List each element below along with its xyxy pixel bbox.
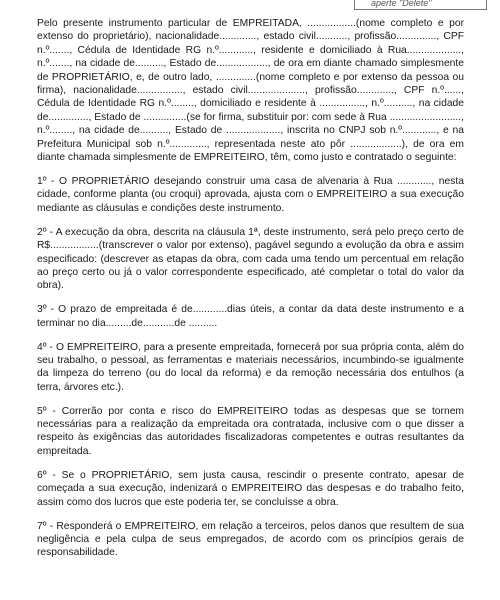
clause-1: 1º - O PROPRIETÁRIO desejando construir uma casa de alvenaria à Rua ............, nesta cidade, conforme planta (ou croqui) aprovada, ajusta com o EMPREITEIRO a sua execução mediante as cláusulas e condições deste instrumento.	[37, 175, 464, 214]
delete-hint-text: aperte "Delete"	[371, 0, 432, 8]
clause-2: 2º - A execução da obra, descrita na cláusula 1ª, deste instrumento, será pelo preço certo de R$.................(transcrever o valor por extenso), pagável segundo a evolução da obra e assim especificado: (descrever as etapas da obra, com cada uma tendo um percentual em relação ao preço certo ou já o valor correspondente especificado, até completar o total do valor da obra).	[37, 226, 464, 292]
contract-document	[37, 17, 464, 570]
clause-3: 3º - O prazo de empreitada é de............dias úteis, a contar da data deste instrumento e a terminar no dia.........de...........de ..........	[37, 304, 464, 329]
delete-hint-tooltip	[354, 0, 487, 10]
clause-7: 7º - Responderá o EMPREITEIRO, em relação a terceiros, pelos danos que resultem de sua negligência e pela culpa de seus empregados, de acordo com os princípios gerais de responsabilidade.	[37, 520, 464, 559]
clause-6: 6º - Se o PROPRIETÁRIO, sem justa causa, rescindir o presente contrato, apesar de começada a sua execução, indenizará o EMPREITEIRO das despesas e do trabalho feito, assim como dos lucros que este poderia ter, se concluísse a obra.	[37, 469, 464, 508]
contract-preamble: Pelo presente instrumento particular de EMPREITADA, .................(nome completo e por extenso do proprietário), nacionalidade............., estado civil..........., profissão.............., CPF n.º......., Cédula de Identidade RG n.º............, residente e domiciliado à Rua..................., n.º......., na cidade de.........., Estado de.................., de ora em diante chamado simplesmente de PROPRIETÁRIO, e, de outro lado, ..............(nome completo e por extenso da pessoa ou firma), nacionalidade................, estado civil...................., profissão............., CPF n.º......, Cédula de Identidade RG n.º........, domiciliado e residente à ................, n.º.........., na cidade de.............., Estado de ...............(se for firma, substituir por: com sede à Rua ........................., n.º........, na cidade de.........., Estado de ..................., inscrita no CNPJ sob n.º............, e na Prefeitura Municipal sob n.º............., representada neste ato pôr ..................), de ora em diante chamada simplesmente de EMPREITEIRO, têm, como justo e contratado o seguinte:	[37, 18, 464, 164]
clause-4: 4º - O EMPREITEIRO, para a presente empreitada, fornecerá por sua própria conta, além do seu trabalho, o pessoal, as ferramentas e materiais necessários, incumbindo-se igualmente da limpeza do terreno (ou do local da reforma) e da remoção necessária dos entulhos (a terra, árvores etc.).	[37, 341, 464, 393]
clause-5: 5º - Correrão por conta e risco do EMPREITEIRO todas as despesas que se tornem necessárias para a realização da empreitada ora contratada, inclusive com o que disser a respeito às exigências das autoridades fiscalizadoras competentes e outras resultantes da empreitada.	[37, 405, 464, 457]
